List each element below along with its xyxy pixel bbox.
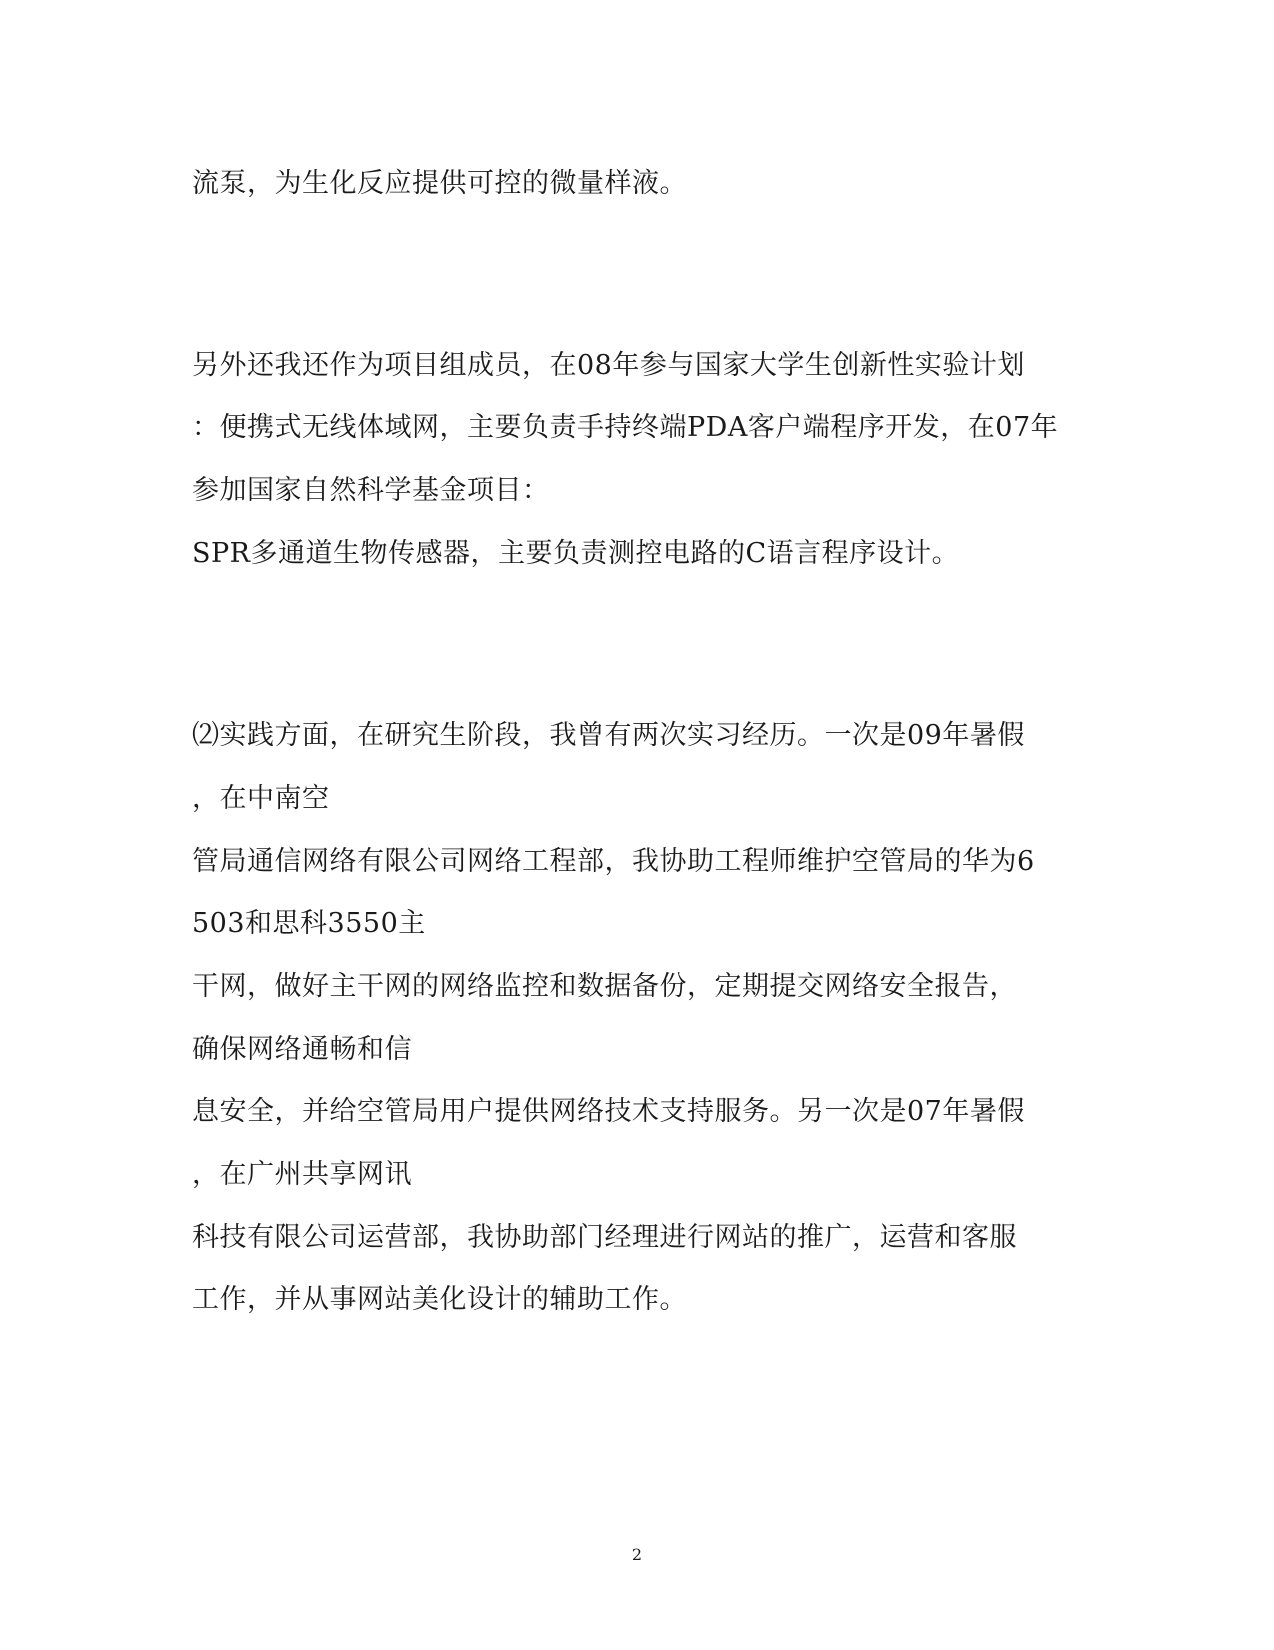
paragraph-2-line-3: 参加国家自然科学基金项目： bbox=[192, 475, 550, 506]
paragraph-2-line-2: ：便携式无线体域网，主要负责手持终端PDA客户端程序开发，在07年 bbox=[192, 412, 1059, 443]
paragraph-3-line-6: 确保网络通畅和信 bbox=[192, 1034, 412, 1065]
paragraph-3-line-9: 科技有限公司运营部，我协助部门经理进行网站的推广，运营和客服 bbox=[192, 1222, 1017, 1253]
paragraph-2-line-4: SPR多通道生物传感器，主要负责测控电路的C语言程序设计。 bbox=[192, 538, 960, 569]
paragraph-3-line-8: ，在广州共享网讯 bbox=[192, 1159, 412, 1190]
paragraph-3-line-2: ，在中南空 bbox=[192, 783, 330, 814]
paragraph-3-line-4: 503和思科3550主 bbox=[192, 908, 426, 939]
paragraph-1-line-1: 流泵，为生化反应提供可控的微量样液。 bbox=[192, 168, 687, 199]
page-number: 2 bbox=[631, 1545, 643, 1564]
paragraph-3-line-3: 管局通信网络有限公司网络工程部，我协助工程师维护空管局的华为6 bbox=[192, 846, 1035, 877]
paragraph-3-line-1: ⑵实践方面，在研究生阶段，我曾有两次实习经历。一次是09年暑假 bbox=[192, 720, 1025, 751]
paragraph-3-line-7: 息安全，并给空管局用户提供网络技术支持服务。另一次是07年暑假 bbox=[192, 1096, 1025, 1127]
paragraph-2-line-1: 另外还我还作为项目组成员，在08年参与国家大学生创新性实验计划 bbox=[192, 350, 1025, 381]
paragraph-3-line-5: 干网，做好主干网的网络监控和数据备份，定期提交网络安全报告， bbox=[192, 971, 1017, 1002]
paragraph-3-line-10: 工作，并从事网站美化设计的辅助工作。 bbox=[192, 1284, 687, 1315]
